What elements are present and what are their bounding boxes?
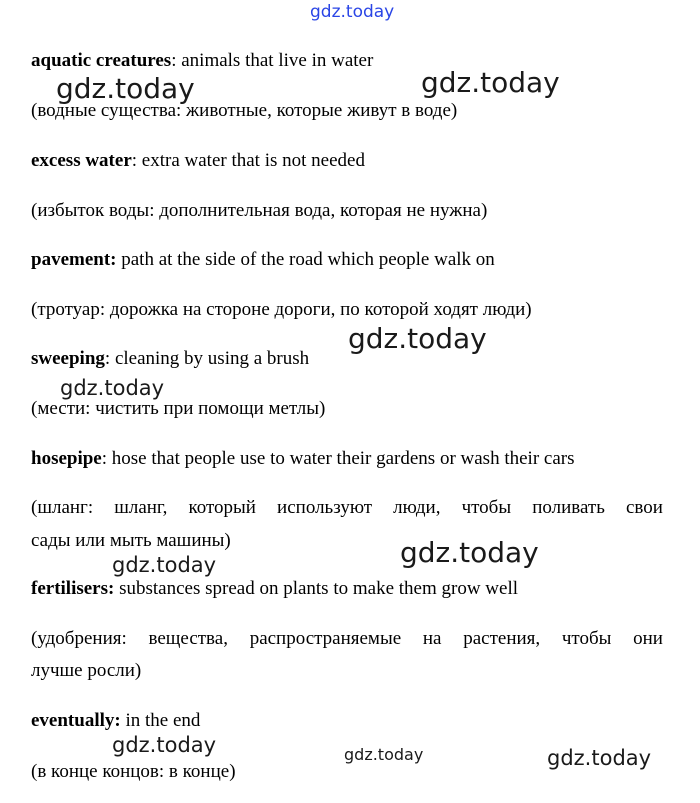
translation-pavement: (тротуар: дорожка на стороне дороги, по которой ходят люди) (31, 299, 532, 320)
word: растения, (463, 628, 541, 649)
translation-hosepipe-line1 (31, 497, 663, 519)
translation-eventually: (в конце концов: в конце) (31, 761, 236, 782)
term: hosepipe (31, 448, 102, 469)
word: на (422, 628, 442, 649)
word: свои (626, 497, 663, 518)
translation-fertilisers-line1 (31, 628, 663, 650)
translation-fertilisers-line2: лучше росли) (31, 660, 142, 681)
watermark: gdz.today (547, 746, 652, 770)
term: aquatic creatures (31, 50, 172, 71)
term: sweeping (31, 348, 105, 369)
word: (шланг: (31, 497, 94, 518)
definition: extra water that is not needed (137, 150, 365, 171)
watermark: gdz.today (112, 553, 217, 577)
word: они (633, 628, 663, 649)
watermark: gdz.today (56, 72, 195, 105)
entry-aquatic-creatures (31, 50, 373, 72)
word: чтобы (461, 497, 512, 518)
entry-hosepipe (31, 448, 574, 470)
entry-sweeping (31, 348, 309, 370)
definition: path at the side of the road which people walk on (116, 249, 495, 270)
definition: animals that live in water (176, 50, 374, 71)
translation-hosepipe-line2: сады или мыть машины) (31, 530, 231, 551)
term-separator: : (104, 348, 111, 369)
entry-fertilisers (31, 578, 518, 600)
entry-eventually (31, 710, 200, 732)
translation-excess-water: (избыток воды: дополнительная вода, которая не нужна) (31, 200, 488, 221)
entry-excess-water (31, 150, 365, 172)
term: excess water (31, 150, 132, 171)
definition: substances spread on plants to make them grow well (114, 578, 519, 599)
word: распространяемые (249, 628, 402, 649)
word: (удобрения: (31, 628, 127, 649)
word: используют (277, 497, 373, 518)
watermark: gdz.today (60, 376, 165, 400)
term: fertilisers: (31, 578, 115, 599)
watermark: gdz.today (112, 733, 217, 757)
translation-aquatic-creatures: (водные существа: животные, которые живут в воде) (31, 100, 458, 121)
word: шланг, (114, 497, 168, 518)
watermark: gdz.today (348, 322, 487, 355)
watermark: gdz.today (344, 745, 424, 764)
word: чтобы (561, 628, 612, 649)
definition: in the end (120, 710, 201, 731)
term-separator: : (101, 448, 108, 469)
translation-sweeping: (мести: чистить при помощи метлы) (31, 398, 326, 419)
definition: hose that people use to water their gardens or wash their cars (107, 448, 575, 469)
word: который (188, 497, 256, 518)
word: вещества, (148, 628, 228, 649)
watermark: gdz.today (400, 536, 539, 569)
word: поливать (532, 497, 605, 518)
watermark-top: gdz.today (310, 2, 395, 22)
term: pavement: (31, 249, 117, 270)
definition: cleaning by using a brush (110, 348, 310, 369)
watermark: gdz.today (421, 66, 560, 99)
entry-pavement (31, 249, 495, 271)
term: eventually: (31, 710, 121, 731)
term-separator: : (171, 50, 177, 71)
word: люди, (393, 497, 441, 518)
term-separator: : (131, 150, 138, 171)
